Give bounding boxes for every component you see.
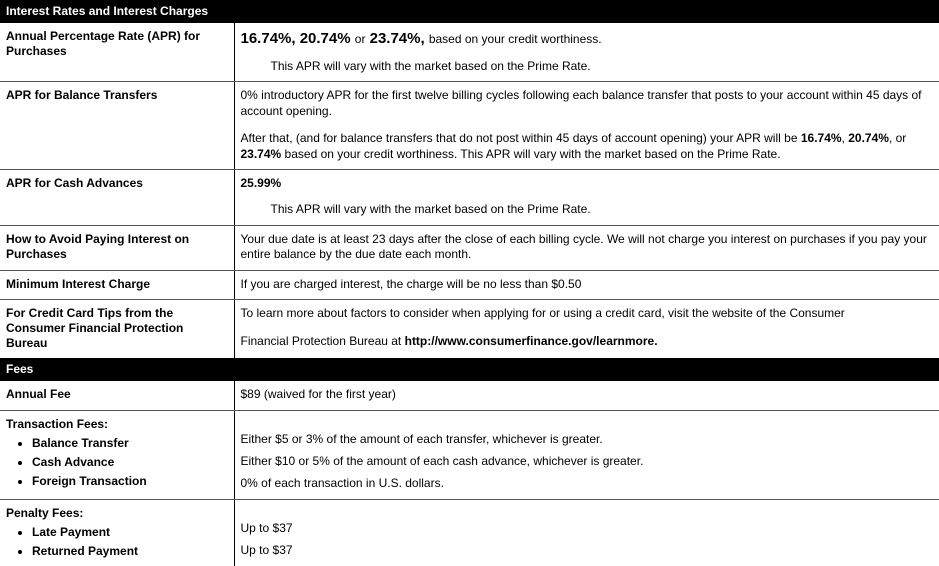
cfpb-url-link[interactable]: http://www.consumerfinance.gov/learnmore. xyxy=(404,334,658,349)
apr-purchases-rate-secondary: 23.74%, xyxy=(369,30,425,47)
apr-purchases-rate-primary: 16.74%, 20.74% xyxy=(240,30,351,47)
value-cfpb-tips xyxy=(234,300,939,359)
apr-bt-rate-3: 23.74% xyxy=(240,146,282,161)
penalty-fee-value-late-payment: Up to $37 xyxy=(240,520,293,535)
penalty-fee-value-returned-payment: Up to $37 xyxy=(240,542,293,557)
transaction-fee-value-foreign-transaction: 0% of each transaction in U.S. dollars. xyxy=(240,476,444,491)
row-avoid-paying-interest xyxy=(0,225,939,270)
transaction-fees-list xyxy=(6,435,228,490)
apr-bt-rate-1: 16.74% xyxy=(800,131,842,146)
section-header-fees xyxy=(0,358,939,381)
row-apr-purchases xyxy=(0,23,939,82)
section-header-fees-label: Fees xyxy=(0,358,939,381)
apr-bt-intro: 0% introductory APR for the first twelve billing cycles following each balance transfer that posts to your account within 45 days of account opening. xyxy=(240,88,922,118)
label-apr-balance-transfers: APR for Balance Transfers xyxy=(0,82,234,170)
apr-purchases-note: This APR will vary with the market based on the Prime Rate. xyxy=(270,58,591,73)
transaction-fees-heading: Transaction Fees: xyxy=(6,417,109,432)
cfpb-text-prefix: Financial Protection Bureau at xyxy=(240,334,402,349)
label-annual-fee: Annual Fee xyxy=(0,381,234,410)
cfpb-text-line-2 xyxy=(241,334,932,350)
apr-cash-advances-note: This APR will vary with the market based on the Prime Rate. xyxy=(270,202,591,217)
label-avoid-paying-interest: How to Avoid Paying Interest on Purchases xyxy=(0,225,234,270)
label-transaction-fees xyxy=(0,411,234,500)
value-apr-purchases xyxy=(234,23,939,82)
value-avoid-paying-interest: Your due date is at least 23 days after the close of each billing cycle. We will not charge you interest on purchases if you pay your entire balance by the due date each month. xyxy=(234,225,939,270)
value-apr-balance-transfers xyxy=(234,82,939,170)
row-transaction-fees xyxy=(0,411,939,500)
apr-bt-rate-2: 20.74% xyxy=(848,131,889,146)
row-cfpb-tips xyxy=(0,300,939,359)
value-annual-fee: $89 (waived for the first year) xyxy=(234,381,939,410)
row-minimum-interest-charge xyxy=(0,270,939,300)
list-item: • Returned Payment xyxy=(32,543,228,559)
value-penalty-fees xyxy=(234,499,939,566)
label-penalty-fees xyxy=(0,499,234,566)
apr-cash-advances-rate: 25.99% xyxy=(240,176,282,191)
penalty-fees-heading: Penalty Fees: xyxy=(6,505,84,520)
section-header-interest-label: Interest Rates and Interest Charges xyxy=(0,0,939,23)
label-apr-cash-advances: APR for Cash Advances xyxy=(0,170,234,225)
apr-bt-after-tail: based on your credit worthiness. This APR will vary with the market based on the Prime Rate. xyxy=(284,146,781,161)
section-header-interest xyxy=(0,0,939,23)
label-minimum-interest-charge: Minimum Interest Charge xyxy=(0,270,234,300)
value-minimum-interest-charge: If you are charged interest, the charge will be no less than $0.50 xyxy=(234,270,939,300)
transaction-fee-value-balance-transfer: Either $5 or 3% of the amount of each transfer, whichever is greater. xyxy=(240,432,603,447)
label-cfpb-tips: For Credit Card Tips from the Consumer Financial Protection Bureau xyxy=(0,300,234,359)
value-apr-cash-advances xyxy=(234,170,939,225)
apr-bt-after-prefix: After that, (and for balance transfers that do not post within 45 days of account opening) your APR will be xyxy=(240,131,798,146)
apr-bt-sep-2: , or xyxy=(888,131,907,146)
apr-purchases-tail: based on your credit worthiness. xyxy=(428,32,602,46)
row-apr-cash-advances xyxy=(0,170,939,225)
list-item: • Late Payment xyxy=(32,524,228,540)
row-penalty-fees xyxy=(0,499,939,566)
apr-bt-sep-1: , xyxy=(841,131,845,146)
apr-bt-after xyxy=(241,131,932,162)
list-item: • Cash Advance xyxy=(32,454,228,470)
penalty-fees-list xyxy=(6,524,228,559)
apr-purchases-or: or xyxy=(354,32,366,46)
list-item: • Foreign Transaction xyxy=(32,473,228,489)
value-transaction-fees xyxy=(234,411,939,500)
list-item: • Balance Transfer xyxy=(32,435,228,451)
cfpb-text-line-1: To learn more about factors to consider when applying for or using a credit card, visit the website of the Consumer xyxy=(240,306,845,321)
row-apr-balance-transfers xyxy=(0,82,939,170)
row-annual-fee xyxy=(0,381,939,410)
apr-purchases-rates xyxy=(241,29,932,49)
label-apr-purchases: Annual Percentage Rate (APR) for Purchases xyxy=(0,23,234,82)
transaction-fee-value-cash-advance: Either $10 or 5% of the amount of each cash advance, whichever is greater. xyxy=(240,454,644,469)
